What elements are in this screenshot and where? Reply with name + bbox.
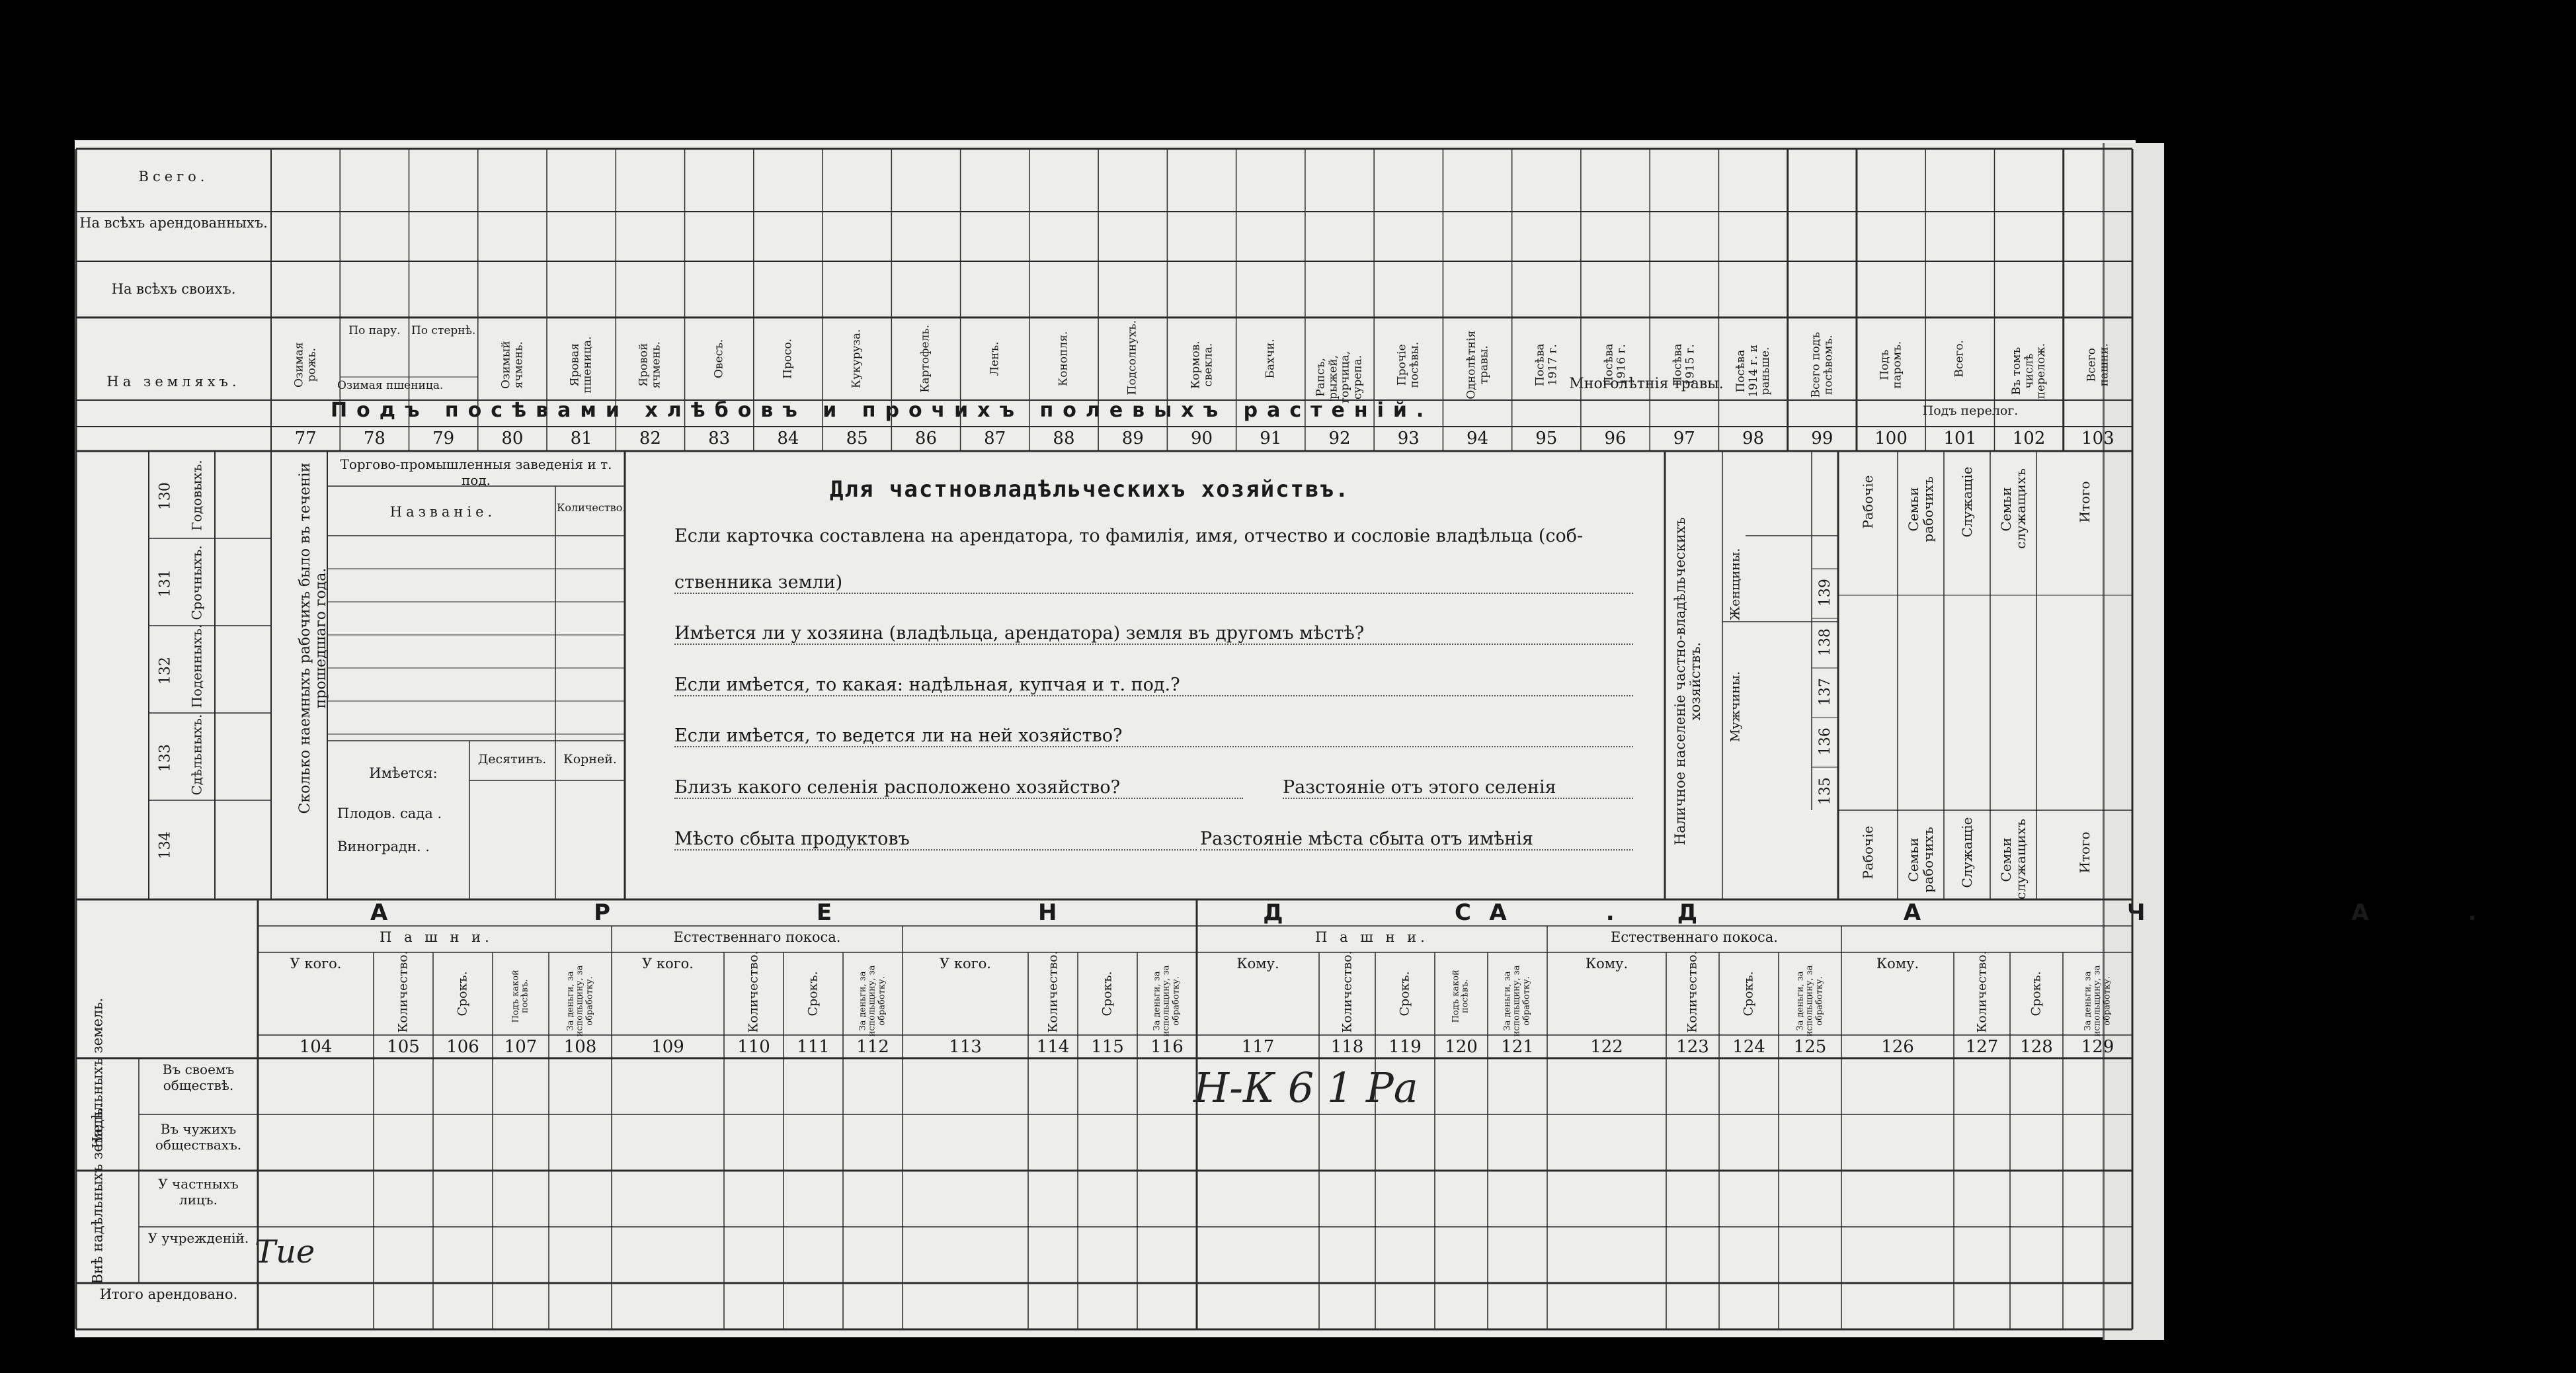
crop-header-11	[962, 324, 1028, 397]
crop-header-10	[893, 324, 959, 397]
crop-header-23-text: Всего подъ посѣвомъ.	[1809, 331, 1835, 398]
nonallot-group	[78, 1104, 118, 1284]
crop-number-91: 91	[1260, 429, 1282, 448]
lease-header-114	[1028, 950, 1078, 1034]
right-col-top-1	[1838, 463, 1898, 542]
right-col-bottom-1-text: Рабочiе	[1860, 825, 1876, 880]
right-col-bottom-5-text: Итого	[2076, 831, 2093, 874]
question-market-distance: Разстоянiе мѣста сбыта отъ имѣнiя	[1200, 829, 1633, 851]
row-other-community: Въ чужихъ обществахъ.	[155, 1121, 242, 1153]
right-col-top-2	[1898, 463, 1944, 542]
winter-wheat-label: Озимая пшеница.	[337, 379, 444, 392]
lease-header-112-text: За деньги, за испольщину, за обработку.	[858, 965, 887, 1037]
lease-header-115	[1078, 956, 1137, 1034]
crop-header-27-text: Всего пашни.	[2085, 343, 2111, 387]
lease-number-114: 114	[1036, 1037, 1070, 1057]
private-farms-title: Для частновладѣльческихъ хозяйствъ.	[830, 476, 1350, 503]
pop-num-136	[1815, 718, 1836, 765]
right-col-bottom-2	[1898, 813, 1944, 893]
question-farming: Если имѣется, то ведется ли на ней хозяйство?	[674, 726, 1633, 747]
adjacent-sheet-edge	[2103, 143, 2164, 1340]
row-private-persons: У частныхъ лицъ.	[158, 1176, 239, 1208]
desyatin-header: Десятинъ.	[477, 752, 547, 767]
crop-header-15	[1238, 324, 1304, 397]
row-label-rented: На всѣхъ арендованныхъ.	[79, 215, 268, 231]
women-label	[1726, 536, 1746, 635]
worker-col-2-text: Срочныхъ.	[188, 545, 205, 620]
crop-number-79: 79	[432, 429, 455, 448]
row-own-community: Въ своемъ обществѣ.	[162, 1061, 235, 1093]
crop-header-12	[1031, 324, 1097, 397]
crop-number-103: 103	[2081, 429, 2114, 448]
lease-header-128-text: Срокъ.	[2029, 971, 2044, 1017]
right-col-top-2-text: Семьи рабочихъ	[1906, 476, 1936, 542]
crop-header-25	[1927, 324, 1993, 397]
question-nearest-village: Близъ какого селенiя расположено хозяйство?	[674, 777, 1243, 799]
right-col-bottom-1	[1838, 813, 1898, 893]
row-institutions: У учрежденiй.	[147, 1230, 249, 1246]
worker-col-2	[179, 545, 215, 621]
crop-number-102: 102	[2012, 429, 2046, 448]
crop-header-4	[479, 324, 545, 397]
lease-number-111: 111	[797, 1037, 830, 1057]
men-label-text: Мужчины.	[1728, 671, 1743, 743]
lease-number-117: 117	[1241, 1037, 1275, 1057]
lease-header-107-text: Подъ какой посѣвъ.	[510, 970, 530, 1023]
crop-header-14-text: Кормов. свекла.	[1188, 341, 1215, 390]
crop-header-16-text: Рапсъ, рыжей, горчица, сурепа.	[1314, 351, 1365, 403]
crop-header-1-text: Озимая рожь.	[292, 342, 319, 388]
question-market: Мѣсто сбыта продуктовъ	[674, 829, 1197, 851]
right-col-top-3	[1944, 463, 1990, 542]
crop-header-16	[1307, 324, 1373, 403]
enterprise-name-header: Названiе.	[389, 504, 497, 520]
arenda-banner: А Р Е Н Д А.	[370, 899, 1714, 926]
right-col-top-4	[1990, 463, 2036, 549]
worker-num-132-text: 132	[156, 656, 173, 685]
crop-number-99: 99	[1811, 429, 1833, 448]
crop-number-78: 78	[363, 429, 385, 448]
lease-header-105	[374, 950, 433, 1034]
crop-header-17-text: Прочiе посѣвы.	[1395, 341, 1422, 388]
crop-number-81: 81	[570, 429, 592, 448]
lease-header-113: У кого.	[940, 956, 991, 972]
men-label	[1726, 625, 1746, 790]
enterprise-qty-header: Количество.	[557, 501, 626, 514]
lease-number-106: 106	[446, 1037, 479, 1057]
right-col-top-3-text: Служащiе	[1959, 466, 1975, 538]
lease-number-113: 113	[949, 1037, 982, 1057]
crop-number-77: 77	[294, 429, 317, 448]
lease-header-104: У кого.	[290, 956, 342, 972]
lease-number-109: 109	[651, 1037, 684, 1057]
lease-header-129-text: За деньги, за испольщину, за обработку.	[2083, 965, 2112, 1037]
question-other-land: Имѣется ли у хозяина (владѣльца, арендатора) земля въ другомъ мѣстѣ?	[674, 623, 1633, 645]
lease-header-118-text: Количество.	[1340, 950, 1355, 1033]
right-col-top-4-text: Семьи служащихъ	[1998, 468, 2029, 549]
handwritten-entry: Н-К 6 1 Ра	[1193, 1063, 1418, 1112]
worker-col-3-text: Поденныхъ.	[188, 624, 205, 708]
lease-header-119-text: Срокъ.	[1397, 971, 1412, 1017]
right-col-top-5	[2036, 463, 2132, 542]
lease-number-128: 128	[2020, 1037, 2053, 1057]
arenda-hay: Естественнаго покоса.	[673, 929, 841, 945]
crop-number-94: 94	[1466, 429, 1489, 448]
lease-header-116-text: За деньги, за испольщину, за обработку.	[1152, 965, 1182, 1037]
lease-header-110-text: Количество.	[746, 950, 761, 1033]
crop-number-98: 98	[1742, 429, 1765, 448]
right-col-bottom-2-text: Семьи рабочихъ	[1906, 827, 1936, 893]
question-village-distance: Разстоянiе отъ этого селенiя	[1283, 777, 1633, 799]
crop-header-24-text: Подъ паромъ.	[1878, 341, 1904, 389]
crop-number-84: 84	[777, 429, 799, 448]
worker-col-1	[179, 458, 215, 534]
fallow-label: Подъ перелог.	[1922, 403, 2019, 418]
crop-header-12-text: Конопля.	[1057, 331, 1070, 386]
sdacha-banner: С Д А Ч А.	[1455, 899, 2576, 926]
right-col-top-5-text: Итого	[2076, 481, 2093, 523]
lease-header-111-text: Срокъ.	[805, 971, 821, 1017]
lease-header-121	[1488, 956, 1547, 1037]
worker-col-4	[179, 714, 215, 796]
crop-number-80: 80	[501, 429, 524, 448]
right-col-top-1-text: Рабочiе	[1860, 475, 1876, 529]
lease-header-114-text: Количество.	[1045, 950, 1061, 1033]
question-owner-line1: Если карточка составлена на арендатора, то фамилiя, имя, отчество и сословiе владѣльца (соб-	[674, 526, 1584, 546]
worker-num-132	[152, 632, 179, 708]
crop-header-7-text: Овесъ.	[712, 339, 726, 378]
lease-header-120-text: Подъ какой посѣвъ.	[1451, 970, 1470, 1023]
lease-header-118	[1319, 950, 1375, 1034]
nonallot-label: Внѣ надѣльныхъ земель.	[89, 1104, 106, 1284]
pop-num-135-text: 135	[1816, 777, 1833, 806]
crop-number-90: 90	[1190, 429, 1213, 448]
arenda-arable: П а ш н и.	[380, 929, 493, 945]
crop-header-9	[824, 324, 890, 397]
worker-col-4-text: Сдѣльныхъ.	[188, 714, 205, 795]
lease-number-115: 115	[1091, 1037, 1124, 1057]
lease-header-128	[2010, 956, 2063, 1034]
crop-header-6-text: Яровой ячмень.	[637, 341, 663, 389]
lease-header-122: Кому.	[1585, 956, 1629, 972]
lease-header-108-text: За деньги, за испольщину, за обработку.	[565, 965, 594, 1037]
row-label-on-lands: На земляхъ.	[106, 374, 241, 390]
crop-number-85: 85	[846, 429, 868, 448]
lease-header-115-text: Срокъ.	[1100, 971, 1115, 1017]
women-label-text: Женщины.	[1728, 548, 1743, 621]
sdacha-arable: П а ш н и.	[1315, 929, 1429, 945]
worker-num-134-text: 134	[156, 831, 173, 859]
crop-number-83: 83	[708, 429, 731, 448]
row-label-total: Всего.	[138, 169, 209, 185]
roots-header: Корней.	[563, 752, 617, 767]
crop-header-20-text: Посѣва 1916 г.	[1602, 343, 1629, 386]
lease-number-123: 123	[1676, 1037, 1709, 1057]
crop-number-96: 96	[1604, 429, 1627, 448]
lease-header-107	[493, 956, 549, 1034]
lease-header-106-text: Срокъ.	[455, 971, 470, 1017]
crop-header-13	[1100, 320, 1166, 397]
lease-header-111	[784, 956, 843, 1034]
crop-number-88: 88	[1053, 429, 1075, 448]
lease-header-129	[2063, 956, 2132, 1037]
crop-header-5-text: Яровая пшеница.	[568, 336, 594, 394]
lease-header-109: У кого.	[642, 956, 694, 972]
lease-header-125-text: За деньги, за испольщину, за обработку.	[1795, 965, 1824, 1037]
crop-header-18-text: Однолѣтнiя травы.	[1464, 330, 1490, 399]
lease-number-121: 121	[1501, 1037, 1534, 1057]
crop-header-15-text: Бахчи.	[1264, 339, 1277, 379]
crop-header-19	[1513, 324, 1580, 397]
crop-header-10-text: Картофель.	[919, 325, 933, 393]
lease-header-121-text: За деньги, за испольщину, за обработку.	[1502, 965, 1532, 1037]
worker-col-3	[179, 624, 215, 708]
pop-num-137-text: 137	[1816, 678, 1833, 706]
crop-header-7	[686, 324, 752, 397]
lease-number-124: 124	[1732, 1037, 1765, 1057]
crop-header-26-text: Въ томъ числѣ перелож.	[2009, 343, 2048, 399]
lease-number-120: 120	[1445, 1037, 1478, 1057]
crop-header-23	[1789, 324, 1855, 397]
population-label: Наличное населенiе частно-владѣльческихъ хозяйствъ.	[1672, 517, 1704, 846]
crop-header-5	[548, 324, 614, 397]
crop-header-26	[1995, 324, 2062, 397]
has-label: Имѣется:	[369, 765, 438, 781]
worker-num-131-text: 131	[156, 569, 173, 597]
pop-num-138	[1815, 618, 1836, 666]
worker-num-130	[152, 458, 179, 534]
lease-number-104: 104	[299, 1037, 333, 1057]
crop-header-9-text: Кукуруза.	[850, 329, 864, 389]
crop-header-6	[617, 324, 683, 397]
lease-number-107: 107	[504, 1037, 538, 1057]
crop-header-2: По пару.	[348, 324, 401, 337]
row-total-rented: Итого арендовано.	[99, 1286, 238, 1302]
lease-number-119: 119	[1389, 1037, 1422, 1057]
crop-number-101: 101	[1943, 429, 1977, 448]
hired-workers-label: Сколько наемныхъ рабочихъ было въ теченiи прошедшаго года.	[297, 462, 330, 814]
pop-num-139	[1815, 569, 1836, 616]
crop-banner: Подъ посѣвами хлѣбовъ и прочихъ полевыхъ растенiй.	[331, 399, 1433, 422]
crop-number-93: 93	[1397, 429, 1420, 448]
pop-num-137	[1815, 668, 1836, 716]
allot-label: Надѣльныхъ земель.	[89, 997, 106, 1149]
lease-header-108	[549, 956, 612, 1037]
crop-header-17	[1375, 324, 1441, 397]
orchards-label: Плодов. сада .	[337, 806, 442, 821]
crop-header-18	[1444, 324, 1510, 397]
worker-num-133	[152, 720, 179, 796]
crop-number-86: 86	[914, 429, 937, 448]
worker-num-131	[152, 545, 179, 621]
crop-number-100: 100	[1874, 429, 1908, 448]
lease-number-125: 125	[1793, 1037, 1827, 1057]
lease-header-106	[433, 956, 493, 1034]
crop-header-22-text: Посѣва 1914 г. и раньше.	[1734, 345, 1772, 397]
lease-header-117: Кому.	[1236, 956, 1279, 972]
crop-number-97: 97	[1673, 429, 1695, 448]
lease-header-112	[843, 956, 903, 1037]
sdacha-hay: Естественнаго покоса.	[1611, 929, 1778, 945]
lease-number-108: 108	[563, 1037, 597, 1057]
lease-header-126: Кому.	[1876, 956, 1919, 972]
vineyards-label: Виноградн. .	[337, 839, 430, 854]
crop-header-21	[1651, 324, 1717, 397]
crop-number-87: 87	[984, 429, 1006, 448]
crop-header-11-text: Ленъ.	[988, 341, 1002, 376]
pop-num-139-text: 139	[1816, 579, 1833, 607]
pop-num-138-text: 138	[1816, 628, 1833, 657]
crop-number-82: 82	[639, 429, 661, 448]
lease-header-124	[1719, 956, 1779, 1034]
crop-header-21-text: Посѣва 1915 г.	[1671, 343, 1697, 386]
crop-header-1	[272, 324, 339, 397]
lease-header-123	[1666, 950, 1719, 1034]
lease-number-118: 118	[1330, 1037, 1364, 1057]
crop-header-8-text: Просо.	[781, 338, 795, 379]
crop-header-24	[1858, 324, 1924, 397]
lease-number-116: 116	[1150, 1037, 1184, 1057]
lease-number-126: 126	[1881, 1037, 1914, 1057]
lease-number-110: 110	[737, 1037, 770, 1057]
lease-header-127-text: Количество.	[1974, 950, 1990, 1033]
right-col-bottom-5	[2036, 813, 2132, 893]
crop-number-89: 89	[1121, 429, 1144, 448]
lease-header-124-text: Срокъ.	[1741, 971, 1756, 1017]
crop-header-20	[1582, 324, 1648, 397]
crop-header-25-text: Всего.	[1953, 340, 1967, 378]
worker-num-134	[152, 807, 179, 883]
crop-header-8	[755, 324, 821, 397]
lease-header-125	[1779, 956, 1841, 1037]
crop-number-95: 95	[1535, 429, 1558, 448]
lease-header-110	[724, 950, 784, 1034]
question-land-type: Если имѣется, то какая: надѣльная, купчая и т. под.?	[674, 675, 1633, 696]
worker-num-130-text: 130	[156, 481, 173, 510]
crop-header-14	[1168, 324, 1234, 397]
right-col-bottom-4-text: Семьи служащихъ	[1998, 819, 2029, 899]
worker-col-1-text: Годовыхъ.	[188, 459, 205, 531]
crop-header-4-text: Озимый ячмень.	[499, 341, 525, 389]
pop-num-136-text: 136	[1816, 728, 1833, 756]
crop-header-22	[1720, 324, 1786, 397]
crop-number-92: 92	[1328, 429, 1351, 448]
lease-number-105: 105	[387, 1037, 420, 1057]
lease-number-112: 112	[856, 1037, 889, 1057]
lease-number-127: 127	[1965, 1037, 1999, 1057]
right-col-bottom-3	[1944, 813, 1990, 893]
crop-header-19-text: Посѣва 1917 г.	[1533, 343, 1559, 386]
lease-header-120	[1435, 956, 1488, 1034]
lease-number-129: 129	[2081, 1037, 2114, 1057]
crop-header-3: По стернѣ.	[411, 324, 476, 337]
lease-header-127	[1954, 950, 2010, 1034]
lease-header-119	[1375, 956, 1435, 1034]
pop-num-135	[1815, 767, 1836, 815]
crop-header-27	[2065, 324, 2131, 397]
question-owner-line2: ственника земли)	[674, 572, 1633, 594]
enterprises-heading: Торгово-промышленныя заведенiя и т. под.	[340, 456, 612, 488]
perennial-label: Многолѣтнiя травы.	[1569, 376, 1724, 392]
lease-number-122: 122	[1590, 1037, 1623, 1057]
worker-num-133-text: 133	[156, 743, 173, 772]
row-label-own: На всѣхъ своихъ.	[111, 281, 236, 297]
lease-header-105-text: Количество.	[395, 950, 411, 1033]
right-col-bottom-4	[1990, 813, 2036, 899]
handwritten-mark: Тие	[255, 1233, 315, 1270]
crop-header-13-text: Подсолнухъ.	[1125, 320, 1139, 395]
lease-header-123-text: Количество.	[1685, 950, 1700, 1033]
right-col-bottom-3-text: Служащiе	[1959, 817, 1975, 888]
lease-header-116	[1137, 956, 1197, 1037]
